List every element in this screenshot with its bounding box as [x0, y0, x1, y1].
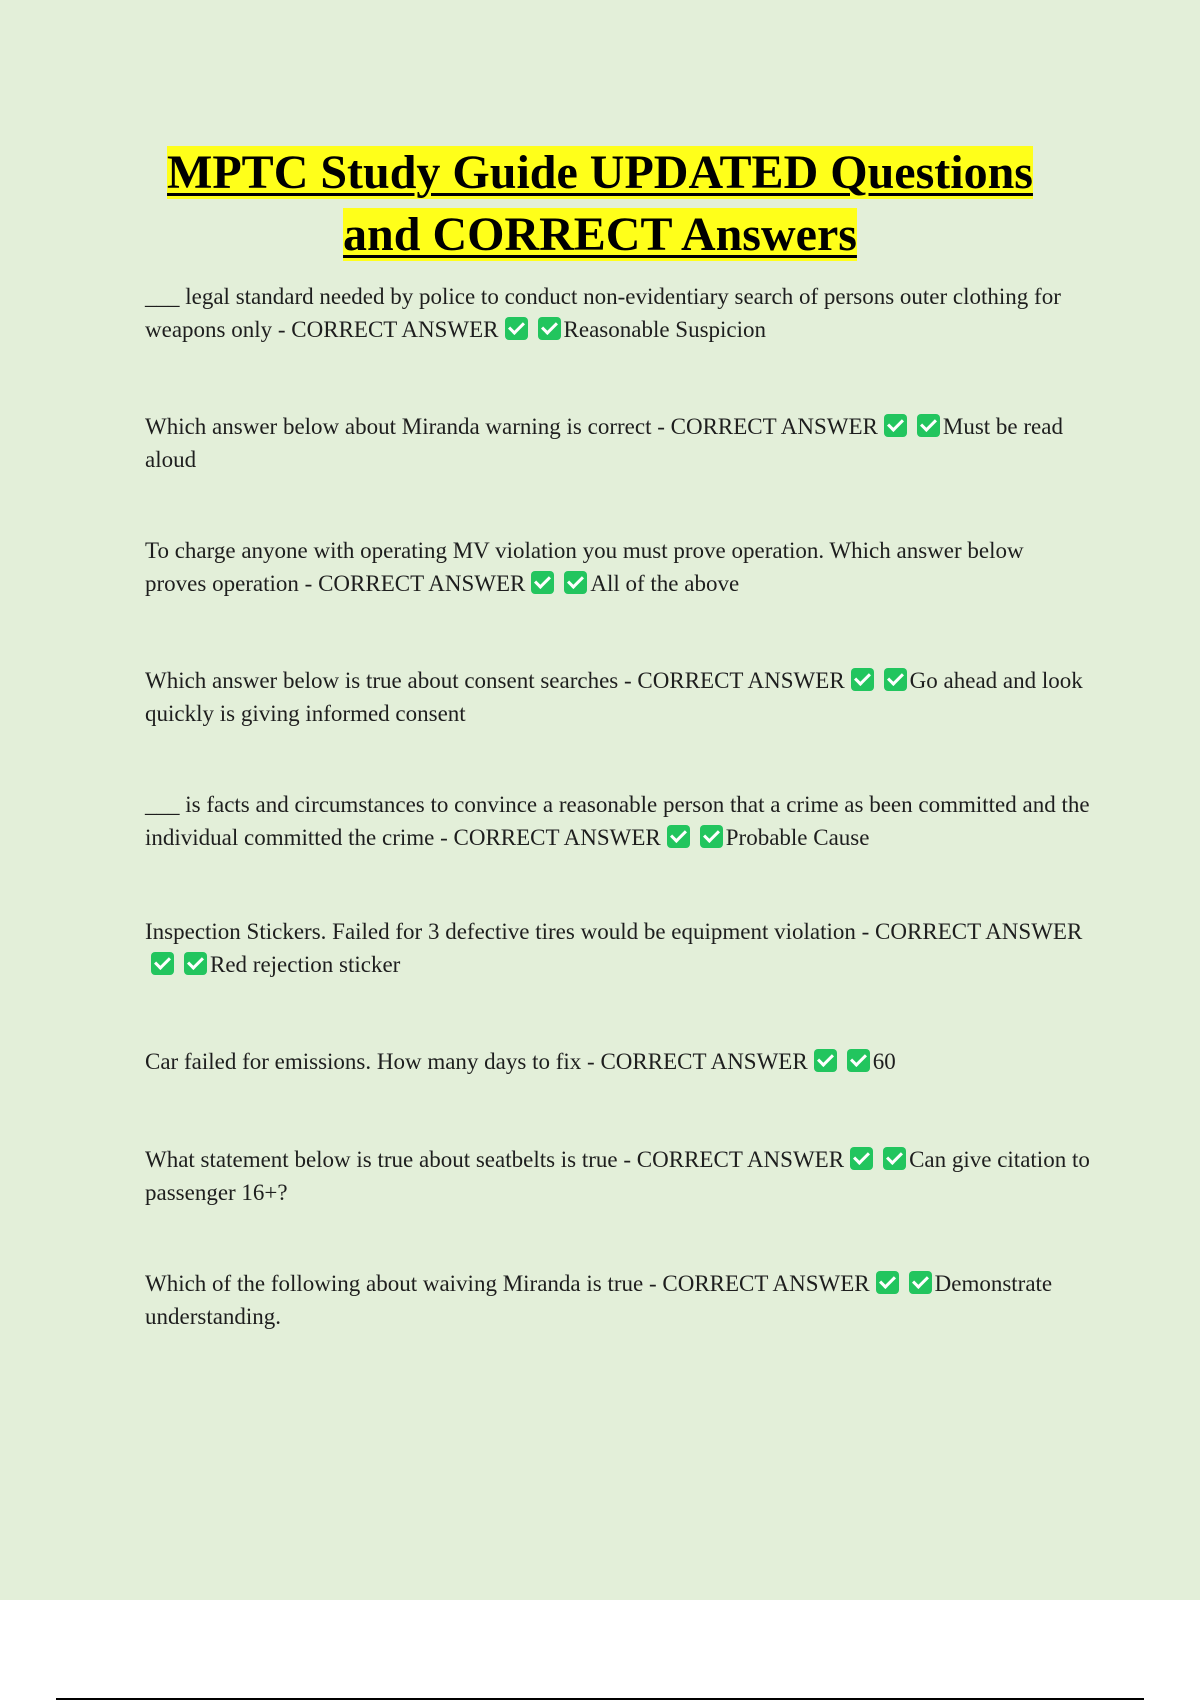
check-icon	[564, 571, 587, 594]
question-text: Which answer below is true about consent searches - CORRECT ANSWER	[145, 668, 845, 693]
check-icon	[814, 1049, 837, 1072]
check-icon	[884, 668, 907, 691]
check-icon	[151, 952, 174, 975]
title-line-1: MPTC Study Guide UPDATED Questions	[167, 146, 1033, 199]
check-icon	[538, 317, 561, 340]
answer-text: Can give citation to passenger 16+?	[145, 1147, 1090, 1205]
check-icon	[847, 1049, 870, 1072]
document-title	[100, 142, 1100, 266]
answer-text: Red rejection sticker	[210, 952, 401, 977]
answer-text: Must be read aloud	[145, 414, 1063, 472]
qa-item-9	[145, 1267, 1090, 1333]
check-icon	[850, 1147, 873, 1170]
check-icon	[884, 414, 907, 437]
question-text: Which answer below about Miranda warning is correct - CORRECT ANSWER	[145, 414, 878, 439]
answer-text: Probable Cause	[725, 825, 870, 850]
qa-item-3	[145, 534, 1090, 600]
answer-text: Go ahead and look quickly is giving informed consent	[145, 668, 1083, 726]
qa-item-6	[145, 915, 1090, 981]
answer-text: 60	[872, 1049, 896, 1074]
check-icon	[667, 825, 690, 848]
question-text: ___ legal standard needed by police to conduct non-evidentiary search of persons outer clothing for weapons only - CORRECT ANSWER	[145, 284, 1061, 342]
question-text: To charge anyone with operating MV violation you must prove operation. Which answer below proves operation - CORRECT ANSWER	[145, 538, 1024, 596]
question-text: Inspection Stickers. Failed for 3 defective tires would be equipment violation - CORRECT ANSWER	[145, 919, 1083, 944]
question-text: What statement below is true about seatbelts is true - CORRECT ANSWER	[145, 1147, 845, 1172]
check-icon	[184, 952, 207, 975]
qa-item-5	[145, 788, 1090, 854]
question-text: Car failed for emissions. How many days to fix - CORRECT ANSWER	[145, 1049, 808, 1074]
qa-item-7	[145, 1045, 1090, 1078]
question-text: ___ is facts and circumstances to convince a reasonable person that a crime as been committed and the individual committed the crime - CORRECT ANSWER	[145, 792, 1090, 850]
qa-item-8	[145, 1143, 1090, 1209]
answer-text: All of the above	[590, 571, 740, 596]
check-icon	[505, 317, 528, 340]
check-icon	[700, 825, 723, 848]
question-text: Which of the following about waiving Miranda is true - CORRECT ANSWER	[145, 1271, 870, 1296]
qa-item-2	[145, 410, 1090, 476]
title-line-2: and CORRECT Answers	[343, 208, 857, 261]
qa-item-1	[145, 280, 1090, 346]
check-icon	[851, 668, 874, 691]
qa-item-4	[145, 664, 1090, 730]
answer-text: Demonstrate understanding.	[145, 1271, 1053, 1329]
check-icon	[531, 571, 554, 594]
check-icon	[917, 414, 940, 437]
check-icon	[876, 1271, 899, 1294]
check-icon	[909, 1271, 932, 1294]
answer-text: Reasonable Suspicion	[563, 317, 767, 342]
check-icon	[883, 1147, 906, 1170]
